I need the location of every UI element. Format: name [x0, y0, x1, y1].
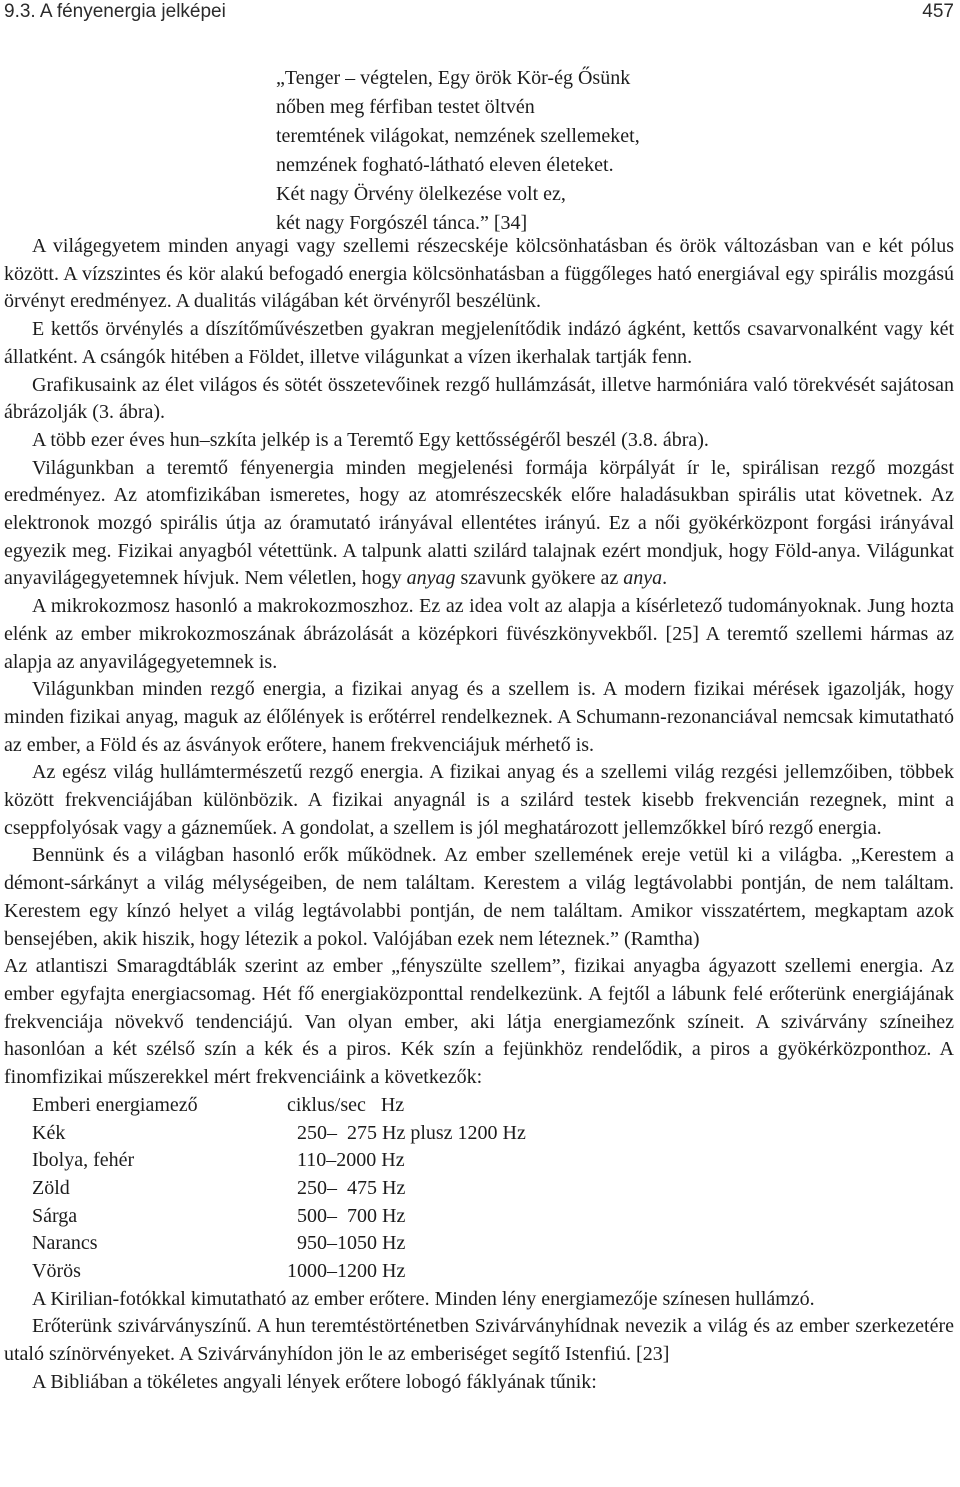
- paragraph: A mikrokozmosz hasonló a makrokozmoszhoz. Ez az idea volt az alapja a kísérletező tudományoknak. Jung hozta elénk az ember mikrokozmoszának ábrázolását a középkori füvészkönyvekből. [25] A teremtő szellemi hármas az alapja az anyavilágegyetemnek is.: [4, 595, 954, 673]
- paragraph: Világunkban minden rezgő energia, a fizikai anyag és a szellem is. A modern fizikai mérések igazolják, hogy minden fizikai anyag, maguk az élőlények is erőtérrel rendelkeznek. A Schumann-rezonanciával nemcsak kimutatható az ember, a Föld és az ásványok erőtere, hanem frekvenciájuk mérhető is.: [4, 678, 954, 756]
- poem-line: „Tenger – végtelen, Egy örök Kör-ég Ősünk: [276, 67, 631, 89]
- poem-line: nőben meg férfiban testet öltvén: [276, 96, 535, 118]
- paragraph: E kettős örvénylés a díszítőművészetben gyakran megjelenítődik indázó ágként, kettős csavarvonalként vagy két állatként. A csángók hitében a Földet, illetve világunkat a vízen ikerhalak tartják fenn.: [4, 318, 954, 368]
- paragraph: Erőterünk szivárványszínű. A hun teremtéstörténetben Szivárványhídnak nevezik a világ és az ember szerkezetére utaló színörvényeket. A Szivárványhídon jön le az emberiséget segítő Istenfiú. [23]: [4, 1315, 954, 1366]
- paragraph: A Bibliában a tökéletes angyali lények erőtere lobogó fáklyának tűnik:: [32, 1370, 597, 1393]
- emphasis-text: anya: [623, 567, 663, 590]
- paragraph: A több ezer éves hun–szkíta jelkép is a Teremtő Egy kettősségéről beszél (3.8. ábra).: [32, 428, 709, 451]
- emphasis-text: anyag: [406, 567, 456, 590]
- paragraph-text: szavunk gyökere az: [455, 567, 624, 590]
- table-cell-name: Vörös: [32, 1260, 81, 1283]
- table-cell-value: 1000–1200 Hz: [287, 1260, 406, 1283]
- table-header-name: Emberi energiamező: [32, 1093, 198, 1116]
- paragraph: A Kirilian-fotókkal kimutatható az ember erőtere. Minden lény energiamezője színesen hullámzó.: [32, 1287, 815, 1310]
- table-cell-value: 950–1050 Hz: [287, 1232, 406, 1255]
- table-cell-name: Ibolya, fehér: [32, 1149, 135, 1172]
- poem-line: Két nagy Örvény ölelkezése volt ez,: [276, 183, 566, 205]
- table-cell-value: 250– 475 Hz: [287, 1176, 406, 1199]
- table-cell-value: 110–2000 Hz: [287, 1149, 405, 1172]
- table-header-value: ciklus/sec Hz: [287, 1093, 405, 1116]
- paragraph: [4, 455, 954, 594]
- body-text: [4, 233, 954, 1397]
- paragraph-text: Világunkban a teremtő fényenergia minden megjelenési formája körpályát ír le, spirálisan rezgő mozgást eredményez. Az atomfizikában ismeretes, hogy az atomrészecskék előre haladásukban spirális utat követnek. Az elektronok mozgó spirális útja az óramutató irányával ellentétes irányú. Ez a női gyökérközpont forgási irányával egyezik meg. Fizikai anyagból vétettünk. A talpunk alatti szilárd talajnak ezért mondjuk, hogy Föld-anya. Világunkat anyavilágegyetemnek hívjuk. Nem véletlen, hogy: [4, 456, 954, 590]
- section-title: 9.3. A fényenergia jelképei: [4, 1, 226, 22]
- page-number: 457: [922, 1, 954, 22]
- table-cell-name: Zöld: [32, 1176, 70, 1199]
- paragraph: Az atlantiszi Smaragdtáblák szerint az ember „fényszülte szellem”, fizikai anyagba ágyazott szellemi energia. Az ember egyfajta energiacsomag. Hét fő energiaközponttal rendelkezünk. A fejtől a lábunk felé erőterünk energiájának frekvenciája növekvő tendenciájú. Van olyan ember, aki látja energiamezőnk színeit. A szivárvány színeihez hasonlóan a két szélső szín a kék és a piros. Kék szín a fejünkhöz rendelődik, a piros a gyökérközponthoz. A finomfizikai műszerekkel mért frekvenciáink a következők:: [4, 955, 954, 1089]
- paragraph: Az egész világ hullámtermészetű rezgő energia. A fizikai anyag és a szellemi világ rezgési jellemzőiben, többek között frekvenciájában különbözik. A fizikai anyagnál is a szilárd testek kisebb frekvencián rezegnek, mint a cseppfolyósak vagy a gázneműek. A gondolat, a szellem is jól meghatározott jellemzőkkel bíró rezgő energia.: [4, 761, 954, 839]
- table-cell-value: 500– 700 Hz: [287, 1204, 406, 1227]
- table-cell-name: Narancs: [32, 1232, 98, 1255]
- poem-line: két nagy Forgószél tánca.” [34]: [276, 212, 528, 234]
- poem-line: nemzének fogható-látható eleven életeket.: [276, 154, 614, 176]
- table-cell-name: Sárga: [32, 1204, 78, 1227]
- paragraph: Grafikusaink az élet világos és sötét összetevőinek rezgő hullámzását, illetve harmóniára való törekvését sajátosan ábrázolják (3. ábra).: [4, 373, 954, 424]
- frequency-table: [32, 1092, 954, 1286]
- poem-line: teremtének világokat, nemzének szellemeket,: [276, 125, 640, 147]
- poem-quote: [276, 64, 640, 238]
- table-cell-value: 250– 275 Hz plusz 1200 Hz: [287, 1121, 526, 1144]
- paragraph: Bennünk és a világban hasonló erők működnek. Az ember szellemének ereje vetül ki a világba. „Kerestem a démont-sárkányt a világ mélységeiben, de nem találtam. Kerestem a világ legtávolabbi pontján, de nem találtam. Kerestem egy kínzó helyet a világ legtávolabbi pontján, de nem találtam. Amikor visszatértem, megkaptam azok bensejében, akik hiszik, hogy létezik a pokol. Valójában ezek nem léteznek.” (Ramtha): [4, 844, 954, 950]
- paragraph: A világegyetem minden anyagi vagy szellemi részecskéje kölcsönhatásban és örök változásban van e két pólus között. A vízszintes és kör alakú befogadó energia kölcsönhatásban a függőleges ható energiával egy spirális mozgású örvényt eredményez. A dualitás világában két örvényről beszélünk.: [4, 235, 954, 313]
- paragraph-text: .: [662, 567, 668, 590]
- running-header: [4, 0, 954, 26]
- table-cell-name: Kék: [32, 1121, 66, 1144]
